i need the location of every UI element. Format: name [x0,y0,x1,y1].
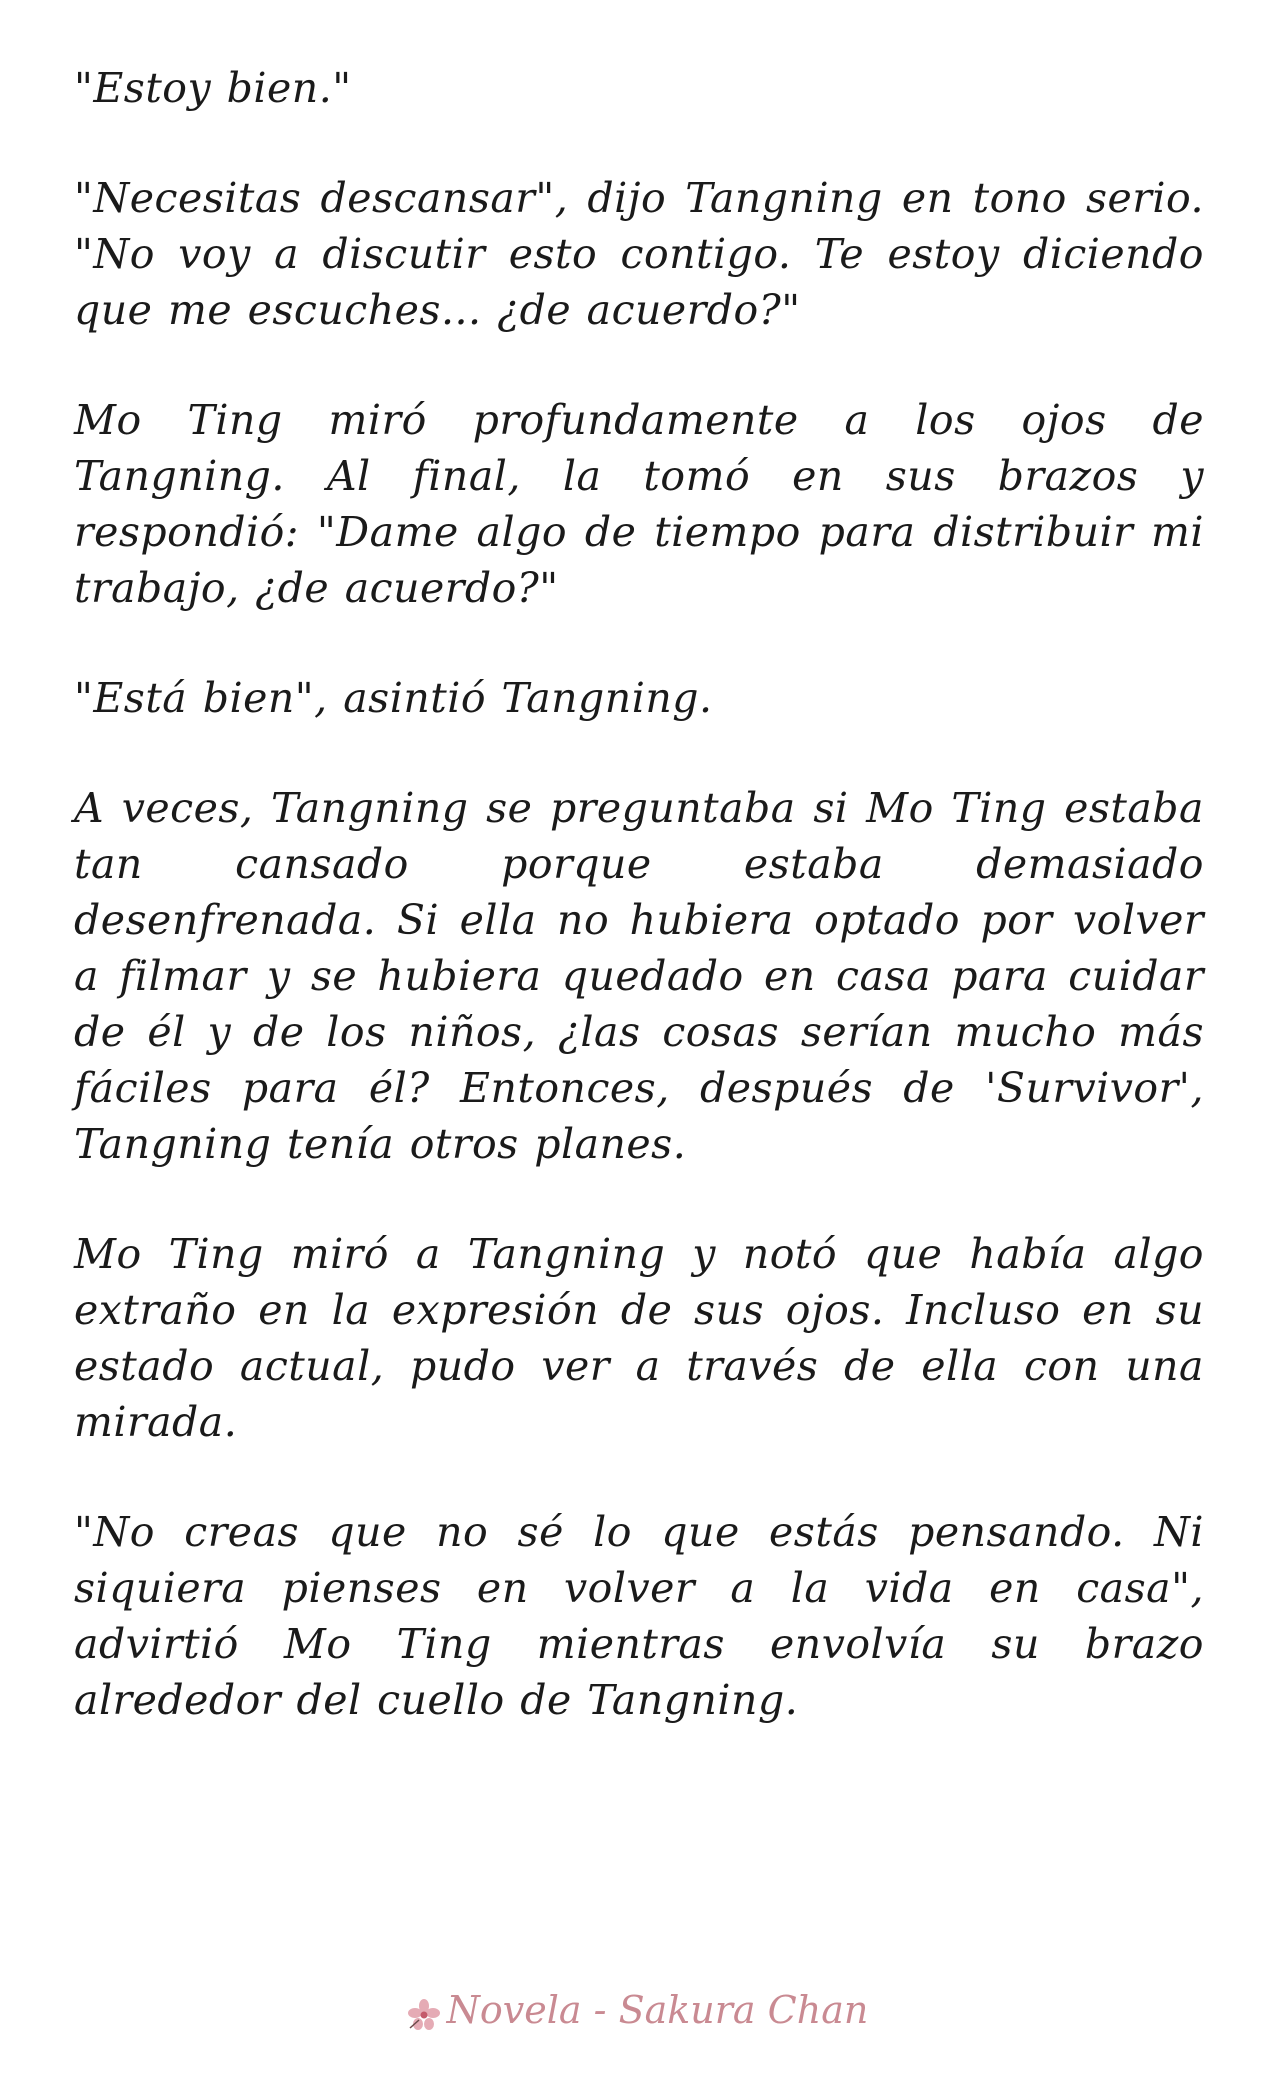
watermark [0,1988,1275,2032]
sakura-flower-icon [407,1997,441,2031]
paragraph-2: "Necesitas descansar", dijo Tangning en tono serio. "No voy a discutir esto contigo. Te estoy diciendo que me escuches... ¿de acuerdo?" [74,174,1204,334]
paragraph-4: "Está bien", asintió Tangning. [74,674,713,722]
paragraph-1: "Estoy bien." [74,64,352,112]
paragraph-5: A veces, Tangning se preguntaba si Mo Ting estaba tan cansado porque estaba demasiado desenfrenada. Si ella no hubiera optado por volver a filmar y se hubiera quedado en casa para cuidar de él y de los niños, ¿las cosas serían mucho más fáciles para él? Entonces, después de 'Survivor', Tangning tenía otros planes. [74,784,1204,1168]
chapter-text [74,60,1204,1782]
paragraph-6: Mo Ting miró a Tangning y notó que había algo extraño en la expresión de sus ojos. Incluso en su estado actual, pudo ver a través de ella con una mirada. [74,1230,1204,1446]
watermark-text: Novela - Sakura Chan [446,1988,869,2032]
paragraph-7: "No creas que no sé lo que estás pensando. Ni siquiera pienses en volver a la vida en casa", advirtió Mo Ting mientras envolvía su brazo alrededor del cuello de Tangning. [74,1508,1204,1724]
paragraph-3: Mo Ting miró profundamente a los ojos de Tangning. Al final, la tomó en sus brazos y respondió: "Dame algo de tiempo para distribuir mi trabajo, ¿de acuerdo?" [74,396,1204,612]
